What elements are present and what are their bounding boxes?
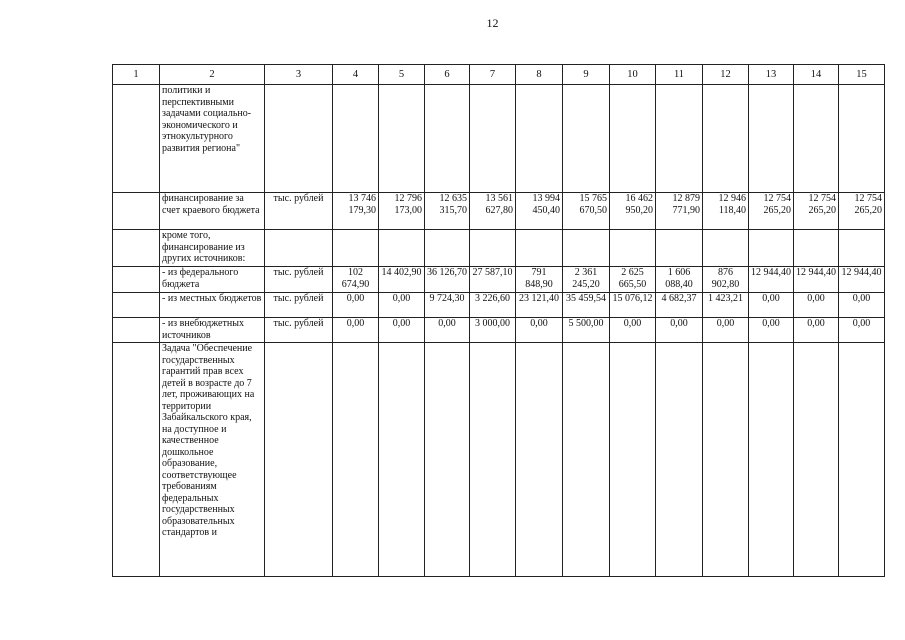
row-unit: тыс. рублей bbox=[265, 267, 333, 293]
header-cell: 2 bbox=[160, 65, 265, 85]
row-number-cell bbox=[113, 343, 160, 577]
value-cell: 12 754 265,20 bbox=[749, 193, 794, 230]
value-cell: 12 944,40 bbox=[749, 267, 794, 293]
value-cell: 16 462 950,20 bbox=[610, 193, 656, 230]
value-cell bbox=[563, 85, 610, 193]
value-cell bbox=[794, 343, 839, 577]
row-number-cell bbox=[113, 193, 160, 230]
budget-table bbox=[112, 64, 885, 577]
value-cell: 15 076,12 bbox=[610, 293, 656, 318]
row-unit bbox=[265, 343, 333, 577]
value-cell: 1 606 088,40 bbox=[656, 267, 703, 293]
value-cell: 0,00 bbox=[333, 293, 379, 318]
value-cell: 0,00 bbox=[379, 318, 425, 343]
value-cell bbox=[470, 343, 516, 577]
value-cell: 9 724,30 bbox=[425, 293, 470, 318]
table-row bbox=[113, 343, 885, 577]
value-cell: 0,00 bbox=[749, 318, 794, 343]
value-cell: 0,00 bbox=[794, 293, 839, 318]
row-description: - из местных бюджетов bbox=[160, 293, 265, 318]
value-cell: 0,00 bbox=[839, 293, 885, 318]
value-cell: 0,00 bbox=[749, 293, 794, 318]
table-row bbox=[113, 193, 885, 230]
value-cell: 12 796 173,00 bbox=[379, 193, 425, 230]
value-cell bbox=[379, 230, 425, 267]
value-cell: 0,00 bbox=[610, 318, 656, 343]
value-cell: 0,00 bbox=[379, 293, 425, 318]
header-cell: 13 bbox=[749, 65, 794, 85]
header-row bbox=[113, 65, 885, 85]
value-cell: 0,00 bbox=[333, 318, 379, 343]
value-cell: 2 361 245,20 bbox=[563, 267, 610, 293]
value-cell: 36 126,70 bbox=[425, 267, 470, 293]
table-row bbox=[113, 267, 885, 293]
value-cell: 27 587,10 bbox=[470, 267, 516, 293]
value-cell bbox=[839, 230, 885, 267]
value-cell: 0,00 bbox=[703, 318, 749, 343]
row-unit bbox=[265, 230, 333, 267]
header-cell: 12 bbox=[703, 65, 749, 85]
value-cell: 0,00 bbox=[425, 318, 470, 343]
value-cell bbox=[425, 85, 470, 193]
value-cell bbox=[516, 85, 563, 193]
header-cell: 8 bbox=[516, 65, 563, 85]
value-cell: 12 944,40 bbox=[794, 267, 839, 293]
value-cell bbox=[563, 230, 610, 267]
value-cell: 13 561 627,80 bbox=[470, 193, 516, 230]
page-number: 12 bbox=[486, 16, 499, 30]
value-cell bbox=[794, 85, 839, 193]
row-number-cell bbox=[113, 318, 160, 343]
table-row bbox=[113, 85, 885, 193]
value-cell bbox=[563, 343, 610, 577]
value-cell: 3 226,60 bbox=[470, 293, 516, 318]
value-cell bbox=[333, 85, 379, 193]
value-cell: 12 944,40 bbox=[839, 267, 885, 293]
value-cell bbox=[749, 85, 794, 193]
value-cell bbox=[656, 343, 703, 577]
table-row bbox=[113, 318, 885, 343]
header-cell: 7 bbox=[470, 65, 516, 85]
value-cell bbox=[794, 230, 839, 267]
value-cell: 791 848,90 bbox=[516, 267, 563, 293]
value-cell bbox=[516, 343, 563, 577]
value-cell bbox=[839, 343, 885, 577]
value-cell bbox=[610, 85, 656, 193]
value-cell bbox=[610, 343, 656, 577]
value-cell bbox=[425, 343, 470, 577]
value-cell: 12 946 118,40 bbox=[703, 193, 749, 230]
header-cell: 11 bbox=[656, 65, 703, 85]
value-cell: 12 635 315,70 bbox=[425, 193, 470, 230]
value-cell bbox=[703, 230, 749, 267]
value-cell: 102 674,90 bbox=[333, 267, 379, 293]
row-description: финансирование за счет краевого бюджета bbox=[160, 193, 265, 230]
value-cell bbox=[749, 230, 794, 267]
value-cell bbox=[516, 230, 563, 267]
value-cell: 2 625 665,50 bbox=[610, 267, 656, 293]
value-cell bbox=[749, 343, 794, 577]
header-cell: 5 bbox=[379, 65, 425, 85]
header-cell: 9 bbox=[563, 65, 610, 85]
value-cell bbox=[703, 85, 749, 193]
row-unit bbox=[265, 85, 333, 193]
value-cell: 0,00 bbox=[656, 318, 703, 343]
header-cell: 10 bbox=[610, 65, 656, 85]
value-cell: 15 765 670,50 bbox=[563, 193, 610, 230]
value-cell bbox=[470, 230, 516, 267]
row-number-cell bbox=[113, 267, 160, 293]
value-cell bbox=[425, 230, 470, 267]
value-cell: 13 994 450,40 bbox=[516, 193, 563, 230]
row-unit: тыс. рублей bbox=[265, 193, 333, 230]
value-cell: 1 423,21 bbox=[703, 293, 749, 318]
row-description: кроме того, финансирование из других источников: bbox=[160, 230, 265, 267]
row-number-cell bbox=[113, 85, 160, 193]
header-cell: 4 bbox=[333, 65, 379, 85]
value-cell: 23 121,40 bbox=[516, 293, 563, 318]
value-cell bbox=[470, 85, 516, 193]
header-cell: 14 bbox=[794, 65, 839, 85]
value-cell: 13 746 179,30 bbox=[333, 193, 379, 230]
table-row bbox=[113, 230, 885, 267]
value-cell: 0,00 bbox=[794, 318, 839, 343]
value-cell bbox=[839, 85, 885, 193]
value-cell bbox=[656, 85, 703, 193]
value-cell: 12 754 265,20 bbox=[839, 193, 885, 230]
value-cell: 12 879 771,90 bbox=[656, 193, 703, 230]
row-number-cell bbox=[113, 293, 160, 318]
value-cell: 4 682,37 bbox=[656, 293, 703, 318]
header-cell: 15 bbox=[839, 65, 885, 85]
value-cell bbox=[703, 343, 749, 577]
value-cell: 3 000,00 bbox=[470, 318, 516, 343]
value-cell bbox=[656, 230, 703, 267]
row-description: Задача "Обеспечение государственных гарантий прав всех детей в возрасте до 7 лет, проживающих на территории Забайкальского края, на доступное и качественное дошкольное образование, соответствующее требованиям федеральных государственных образовательных стандартов и bbox=[160, 343, 265, 577]
row-unit: тыс. рублей bbox=[265, 293, 333, 318]
value-cell: 5 500,00 bbox=[563, 318, 610, 343]
header-cell: 3 bbox=[265, 65, 333, 85]
value-cell bbox=[379, 343, 425, 577]
header-cell: 1 bbox=[113, 65, 160, 85]
value-cell: 12 754 265,20 bbox=[794, 193, 839, 230]
row-description: политики и перспективными задачами социально-экономического и этнокультурного развития региона" bbox=[160, 85, 265, 193]
row-unit: тыс. рублей bbox=[265, 318, 333, 343]
row-description: - из внебюджетных источников bbox=[160, 318, 265, 343]
value-cell bbox=[610, 230, 656, 267]
value-cell: 0,00 bbox=[516, 318, 563, 343]
header-cell: 6 bbox=[425, 65, 470, 85]
value-cell: 0,00 bbox=[839, 318, 885, 343]
table-row bbox=[113, 293, 885, 318]
value-cell: 876 902,80 bbox=[703, 267, 749, 293]
value-cell: 35 459,54 bbox=[563, 293, 610, 318]
value-cell bbox=[379, 85, 425, 193]
value-cell bbox=[333, 230, 379, 267]
value-cell: 14 402,90 bbox=[379, 267, 425, 293]
row-description: - из федерального бюджета bbox=[160, 267, 265, 293]
value-cell bbox=[333, 343, 379, 577]
row-number-cell bbox=[113, 230, 160, 267]
